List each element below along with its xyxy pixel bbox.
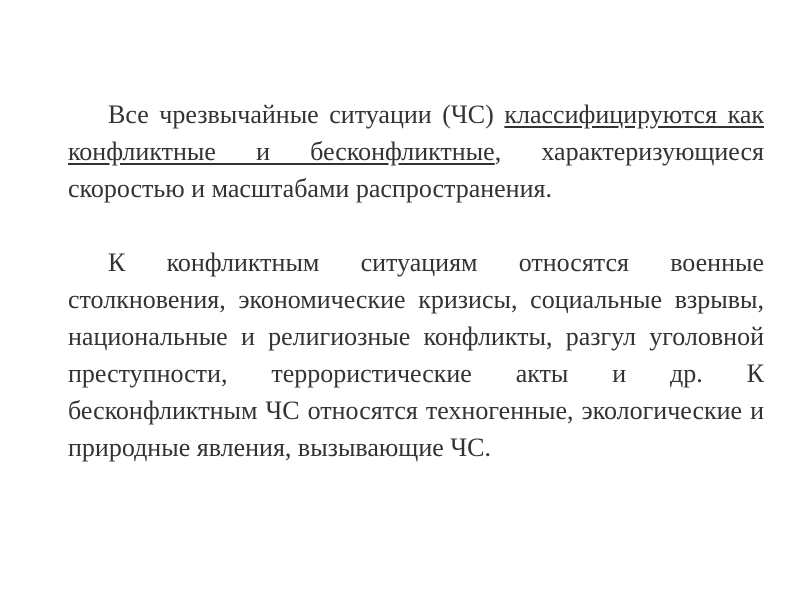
text-body bbox=[68, 96, 764, 466]
paragraph-classification bbox=[68, 96, 764, 207]
classification-underlined-text: классифицируются как конфликтные и бесконфликтные bbox=[68, 100, 764, 166]
paragraph-examples: К конфликтным ситуациям относятся военные столкновения, экономические кризисы, социальные взрывы, национальные и религиозные конфликты, разгул уголовной преступности, террористические акты и др. К бесконфликтным ЧС относятся техногенные, экологические и природные явления, вызывающие ЧС. bbox=[68, 248, 764, 462]
paragraph-classification-rest: , характеризующиеся скоростью и масштабами распространения. bbox=[68, 137, 764, 203]
paragraph-classification-lead: Все чрезвычайные ситуации (ЧС) bbox=[108, 100, 505, 129]
